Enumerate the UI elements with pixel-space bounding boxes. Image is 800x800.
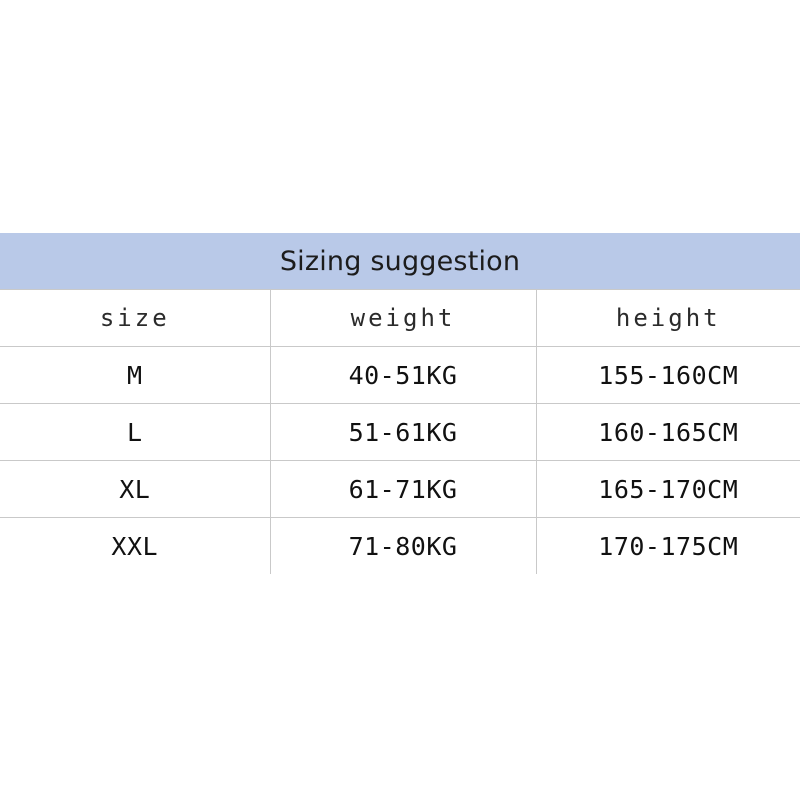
table-row	[0, 461, 800, 518]
table-title: Sizing suggestion	[0, 233, 800, 290]
cell-weight: 40-51KG	[270, 347, 536, 404]
column-header-weight: weight	[270, 290, 536, 347]
table-header-row	[0, 290, 800, 347]
sizing-suggestion-table	[0, 233, 800, 574]
cell-height: 155-160CM	[536, 347, 800, 404]
column-header-height: height	[536, 290, 800, 347]
cell-height: 165-170CM	[536, 461, 800, 518]
cell-size: XL	[0, 461, 270, 518]
table-row	[0, 347, 800, 404]
cell-height: 160-165CM	[536, 404, 800, 461]
cell-size: XXL	[0, 518, 270, 575]
cell-weight: 71-80KG	[270, 518, 536, 575]
table-row	[0, 518, 800, 575]
cell-height: 170-175CM	[536, 518, 800, 575]
cell-size: L	[0, 404, 270, 461]
column-header-size: size	[0, 290, 270, 347]
table-row	[0, 404, 800, 461]
cell-weight: 61-71KG	[270, 461, 536, 518]
table-title-row	[0, 233, 800, 290]
cell-size: M	[0, 347, 270, 404]
cell-weight: 51-61KG	[270, 404, 536, 461]
